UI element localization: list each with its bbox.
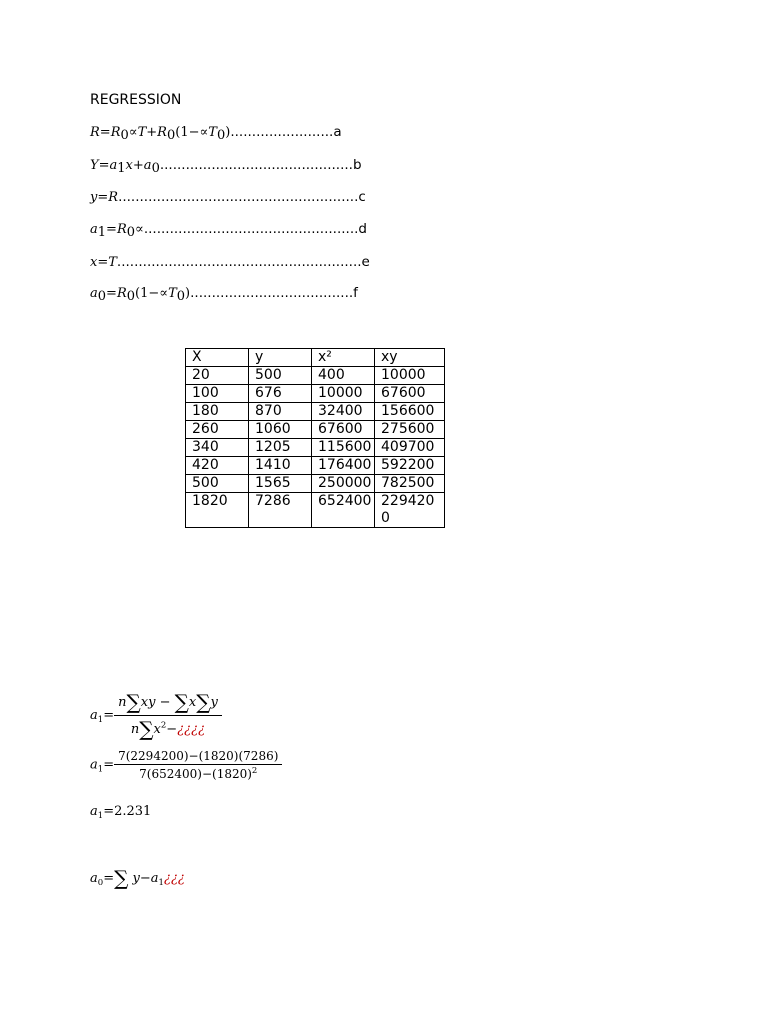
equation-e: x=T.........................................................e [90,254,370,270]
table-cell: 870 [249,403,312,421]
a1-formula-error-marks: ¿¿¿¿ [177,722,206,737]
equation-c: y=R........................................................c [90,189,366,205]
header-cell: y [249,349,312,367]
table-cell: 340 [186,439,249,457]
table-cell: 1205 [249,439,312,457]
table-cell: 10000 [375,367,445,385]
table-row [186,421,445,439]
table-cell: 400 [312,367,375,385]
table-cell: 67600 [312,421,375,439]
table-row [186,385,445,403]
equation-c-leader: ........................................................c [118,189,366,205]
equation-b: $Y=a_1x+a_0.............................................b$ [90,157,362,176]
a1-substitution-fraction: $\frac{7(2294200)-(1820)(7286)}{7(652400)-(1820)^2}$ [114,749,282,781]
equation-f: $a_0=R_0(1-\propto T_0)......................................f$ [90,285,358,304]
table-cell: 420 [186,457,249,475]
a1-formula: $a_1=$ $\frac{n\sum xy - \sum x\sum y}{n\sum x^2-¿¿¿¿}$ [90,690,222,741]
a0-formula: $a_0=\sum$ $y-a_1¿¿¿$ [90,866,185,890]
table-row [186,475,445,493]
table-cell: 275600 [375,421,445,439]
table-cell: 676 [249,385,312,403]
table-cell: 500 [249,367,312,385]
table-cell: 652400 [312,493,375,528]
equation-a: $R=R_0\propto T+R_0(1-\propto T_0)........................a$ [90,124,342,143]
table-cell: 67600 [375,385,445,403]
table-cell: 32400 [312,403,375,421]
table-cell: 1565 [249,475,312,493]
header-cell: xy [375,349,445,367]
table-row [186,403,445,421]
table-cell: 1060 [249,421,312,439]
table-row [186,367,445,385]
header-cell: X [186,349,249,367]
table-cell: 1820 [186,493,249,528]
a1-substitution-numerator: 7(2294200)−(1820)(7286) [114,749,282,765]
table-cell: 260 [186,421,249,439]
a1-substitution-denominator: 7(652400)−(1820) [139,767,252,781]
table-cell: 7286 [249,493,312,528]
table-cell: 176400 [312,457,375,475]
table-cell: 10000 [312,385,375,403]
table-cell: 782500 [375,475,445,493]
equation-e-leader: .........................................................e [116,254,370,270]
a1-result: $a_1=2.231$ [90,804,152,821]
table-cell: 409700 [375,439,445,457]
table-cell: 20 [186,367,249,385]
table-cell: 2294200 [375,493,445,528]
table-cell: 592200 [375,457,445,475]
section-heading: REGRESSION [90,92,182,108]
equation-f-leader: ......................................f [190,285,358,301]
table-totals-row [186,493,445,528]
table-row [186,457,445,475]
table-cell: 250000 [312,475,375,493]
regression-table [185,348,445,528]
equation-d: $a_1=R_0\propto..................................................d$ [90,221,367,240]
header-cell: x² [312,349,375,367]
table-cell: 1410 [249,457,312,475]
equation-a-leader: ........................a [230,124,342,140]
table-cell: 180 [186,403,249,421]
a1-substitution: $a_1=$ $\frac{7(2294200)-(1820)(7286)}{7(652400)-(1820)^2}$ [90,749,282,781]
table-cell: 100 [186,385,249,403]
table-cell: 156600 [375,403,445,421]
a1-fraction: $\frac{n\sum xy - \sum x\sum y}{n\sum x^2-¿¿¿¿}$ [114,690,222,741]
table-row [186,439,445,457]
table-header-row [186,349,445,367]
equation-d-leader: ..................................................d [143,221,367,237]
a0-formula-error-marks: ¿¿¿ [163,871,185,886]
equation-b-leader: .............................................b [159,157,362,173]
table-cell: 500 [186,475,249,493]
table-cell: 115600 [312,439,375,457]
a1-result-value: 2.231 [114,804,152,819]
